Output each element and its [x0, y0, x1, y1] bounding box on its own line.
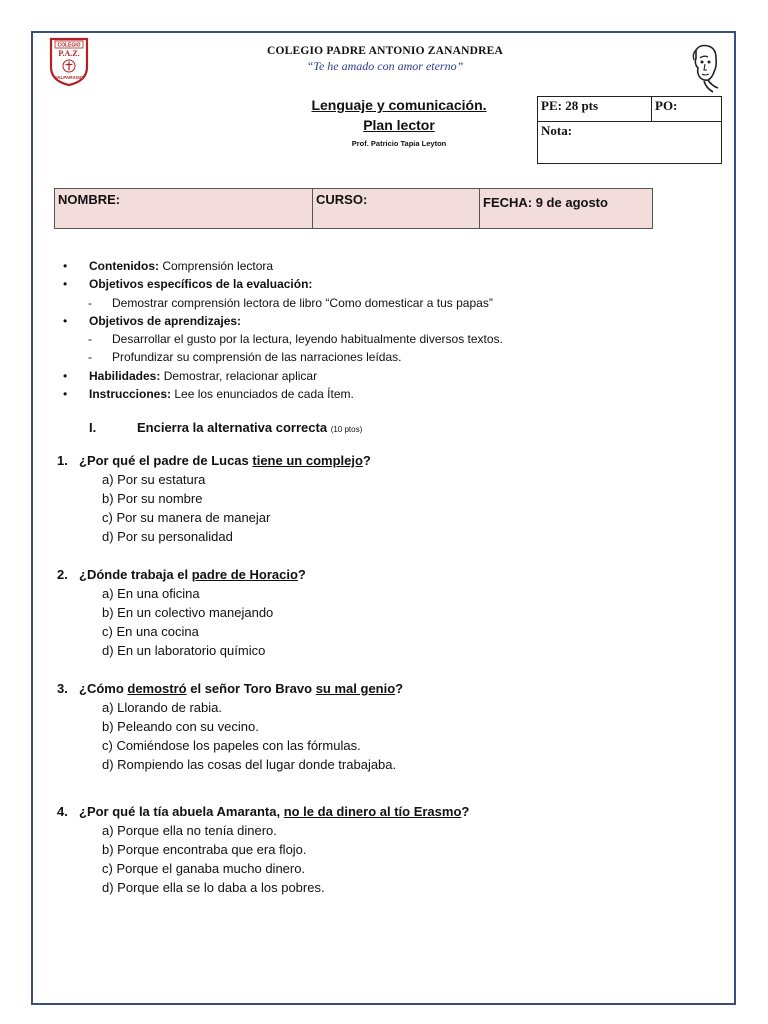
- section-heading: [89, 420, 362, 435]
- list-item: - Desarrollar el gusto por la lectura, leyendo habitualmente diversos textos.: [88, 332, 503, 347]
- question-1-options: [102, 470, 622, 546]
- list-item: • Objetivos de aprendizajes:: [63, 313, 242, 328]
- logo-text-top: COLEGIO: [57, 42, 81, 49]
- curso-field[interactable]: CURSO:: [313, 189, 480, 229]
- list-item: • Instrucciones: Lee los enunciados de cada Ítem.: [63, 387, 354, 402]
- option-item[interactable]: c) Por su manera de manejar: [102, 510, 271, 525]
- list-item: • Habilidades: Demostrar, relacionar aplicar: [63, 368, 318, 383]
- question-4: 4. ¿Por qué la tía abuela Amaranta, no le da dinero al tío Erasmo?: [57, 804, 470, 819]
- option-item[interactable]: b) Peleando con su vecino.: [102, 719, 259, 734]
- school-logo: [49, 37, 89, 87]
- question-2-options: [102, 584, 622, 660]
- option-item[interactable]: c) Porque el ganaba mucho dinero.: [102, 861, 306, 876]
- question-3-options: [102, 698, 622, 774]
- nombre-field[interactable]: NOMBRE:: [55, 189, 313, 229]
- question-1: 1. ¿Por qué el padre de Lucas tiene un complejo?: [57, 453, 371, 468]
- logo-text-bottom: VALPARAISO: [54, 75, 84, 80]
- option-item[interactable]: d) En un laboratorio químico: [102, 643, 266, 658]
- list-item: • Contenidos: Comprensión lectora: [63, 259, 274, 273]
- option-item[interactable]: a) Por su estatura: [102, 472, 206, 487]
- section-number: I.: [89, 420, 97, 435]
- fecha-field[interactable]: FECHA: 9 de agosto: [480, 189, 653, 229]
- nota-cell: Nota:: [538, 122, 722, 164]
- option-item[interactable]: c) Comiéndose los papeles con las fórmulas.: [102, 738, 361, 753]
- question-4-options: [102, 821, 622, 897]
- option-item[interactable]: d) Rompiendo las cosas del lugar donde trabajaba.: [102, 757, 397, 772]
- option-item[interactable]: b) En un colectivo manejando: [102, 605, 274, 620]
- option-item[interactable]: b) Porque encontraba que era flojo.: [102, 842, 307, 857]
- founder-portrait-image: [686, 42, 722, 94]
- score-box: [537, 96, 722, 164]
- subject-title: Lenguaje y comunicación.: [311, 97, 487, 113]
- option-item[interactable]: c) En una cocina: [102, 624, 199, 639]
- option-item[interactable]: a) Porque ella no tenía dinero.: [102, 823, 277, 838]
- po-cell: PO:: [652, 97, 722, 122]
- list-item: - Profundizar su comprensión de las narraciones leídas.: [88, 350, 402, 365]
- question-3: 3. ¿Cómo demostró el señor Toro Bravo su mal genio?: [57, 681, 404, 696]
- section-title: Encierra la alternativa correcta: [137, 420, 328, 435]
- option-item[interactable]: a) Llorando de rabia.: [102, 700, 222, 715]
- list-item: - Demostrar comprensión lectora de libro “Como domesticar a tus papas”: [88, 295, 493, 310]
- pe-cell: PE: 28 pts: [538, 97, 652, 122]
- question-2: 2. ¿Dónde trabaja el padre de Horacio?: [57, 567, 306, 582]
- option-item[interactable]: a) En una oficina: [102, 586, 200, 601]
- subject-subtitle: Plan lector: [363, 117, 435, 133]
- logo-text-main: P.A.Z.: [58, 49, 80, 58]
- objectives-list: [60, 257, 620, 403]
- school-name: COLEGIO PADRE ANTONIO ZANANDREA: [266, 45, 504, 57]
- student-info-table: [54, 188, 653, 229]
- option-item[interactable]: d) Porque ella se lo daba a los pobres.: [102, 880, 325, 895]
- section-points: (10 ptos): [330, 425, 363, 434]
- teacher-name: Prof. Patricio Tapia Leyton: [351, 139, 447, 148]
- school-motto: “Te he amado con amor eterno”: [306, 59, 464, 73]
- option-item[interactable]: b) Por su nombre: [102, 491, 203, 506]
- list-item: • Objetivos específicos de la evaluación:: [63, 277, 313, 292]
- option-item[interactable]: d) Por su personalidad: [102, 529, 233, 544]
